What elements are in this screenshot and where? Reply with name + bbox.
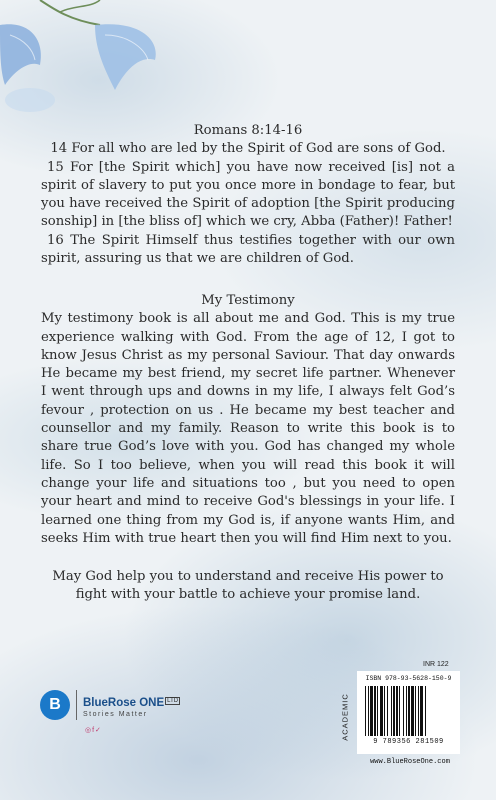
barcode-bar xyxy=(411,686,414,736)
barcode-bar xyxy=(374,686,376,736)
barcode-bar xyxy=(403,686,404,736)
barcode-bars xyxy=(365,686,453,736)
barcode-bar xyxy=(396,686,398,736)
closing-blessing: May God help you to understand and receive His power to fight with your battle to achieve your promise land. xyxy=(52,569,444,603)
barcode-bar xyxy=(380,686,383,736)
verse-14: 14 For all who are led by the Spirit of God are sons of God. xyxy=(50,141,446,157)
barcode-bar xyxy=(384,686,385,736)
bluerose-logo-icon: B xyxy=(40,690,70,720)
scripture-reference: Romans 8:14-16 xyxy=(193,123,303,138)
barcode-bar xyxy=(420,686,423,736)
testimony-heading: My Testimony xyxy=(201,293,295,308)
testimony-section xyxy=(41,292,455,605)
barcode-number: 9 789356 281509 xyxy=(373,738,444,746)
barcode-bar xyxy=(370,686,373,736)
barcode-bar xyxy=(365,686,366,736)
bluebell-flower-illustration xyxy=(0,0,170,120)
publisher-ltd: LTD xyxy=(167,698,179,705)
price-label: INR 122 xyxy=(423,661,449,668)
logo-divider xyxy=(76,690,77,720)
barcode-bar xyxy=(425,686,426,736)
publisher-logo xyxy=(40,690,180,720)
isbn-text: ISBN 978-93-5628-150-9 xyxy=(365,675,452,682)
barcode-bar xyxy=(408,686,410,736)
publisher-name: BlueRose ONE xyxy=(83,696,165,709)
barcode-bar xyxy=(393,686,395,736)
social-media-icons: ◎f✓ xyxy=(85,727,102,734)
category-text: ACADEMIC xyxy=(340,693,350,741)
publisher-website: www.BlueRoseOne.com xyxy=(370,758,450,766)
verse-15: 15 For [the Spirit which] you have now received [is] not a spirit of slavery to put you once more in bondage to fear, but you have received the Spirit of adoption [the Spirit producing sonship] in [the bliss of] which we cry, Abba (Father)! Father! xyxy=(41,159,455,230)
barcode-bar xyxy=(368,686,369,736)
category-label xyxy=(338,682,352,752)
barcode-bar xyxy=(406,686,407,736)
barcode-bar xyxy=(387,686,388,736)
barcode-bar xyxy=(399,686,400,736)
barcode-bar xyxy=(415,686,416,736)
verse-16: 16 The Spirit Himself thus testifies together with our own spirit, assuring us that we are children of God. xyxy=(41,232,455,267)
testimony-body: My testimony book is all about me and God. This is my true experience walking with God. From the age of 12, I got to know Jesus Christ as my personal Saviour. That day onwards He became my best friend, my secret life partner. Whenever I went through ups and downs in my life, I always felt God’s fevour , protection on us . He became my best teacher and counsellor and my family. Reason to write this book is to share true God’s love with you. God has changed my whole life. So I too believe, when you will read this book it will change your life and situations too , but you need to open your heart and mind to receive God's blessings in your life. I learned one thing from my God is, if anyone wants Him, and seeks Him with true heart then you will find Him next to you. xyxy=(41,311,455,546)
scripture-passage xyxy=(41,122,455,268)
barcode-bar xyxy=(391,686,392,736)
barcode-bar xyxy=(377,686,378,736)
isbn-barcode xyxy=(357,671,460,754)
barcode-bar xyxy=(418,686,419,736)
publisher-tagline: Stories Matter xyxy=(83,710,148,718)
